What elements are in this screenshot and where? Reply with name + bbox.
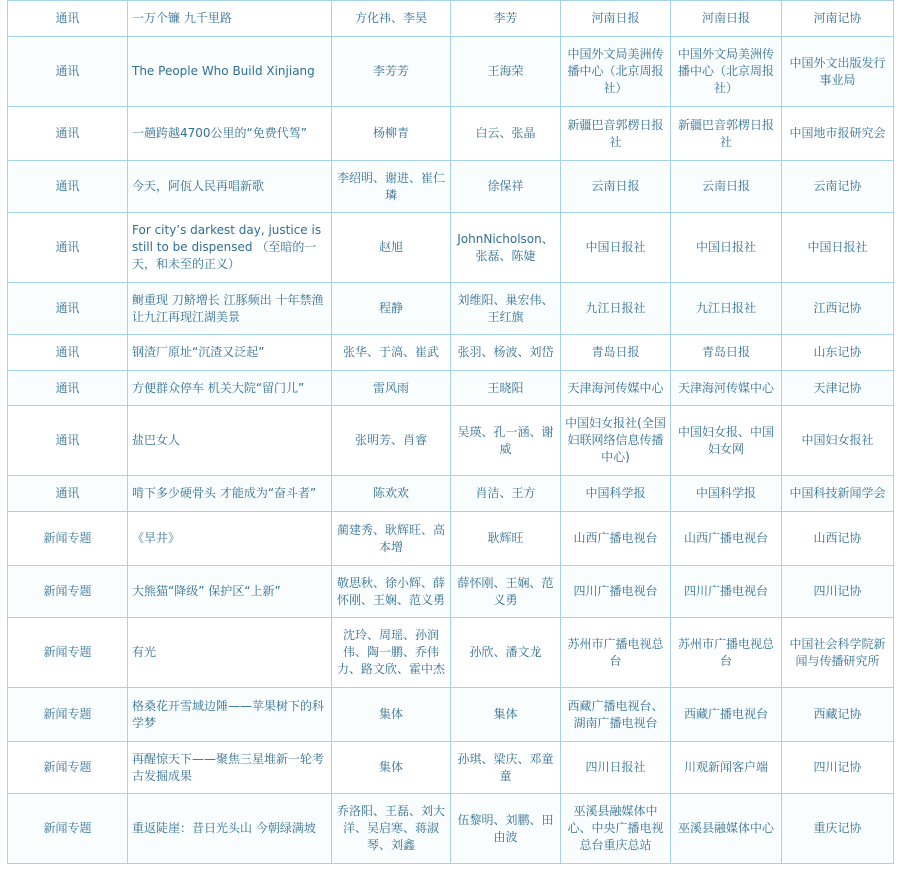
- recommender-cell: 重庆记协: [782, 794, 894, 864]
- editors-cell: 吴瑛、孔一涵、谢威: [451, 406, 561, 476]
- title-cell: 盐巴女人: [128, 406, 332, 476]
- publisher-cell: 苏州市广播电视总台: [561, 618, 671, 688]
- publisher-cell: 云南日报: [561, 161, 671, 213]
- editors-cell: 耿辉旺: [451, 512, 561, 566]
- publishing-unit-cell: 九江日报社: [671, 283, 782, 335]
- category-cell: 通讯: [8, 406, 128, 476]
- publisher-cell: 中国妇女报社(全国妇联网络信息传播中心): [561, 406, 671, 476]
- title-cell: 重返陡崖：昔日光头山 今朝绿满坡: [128, 794, 332, 864]
- table-row: [8, 283, 894, 335]
- publisher-cell: 天津海河传媒中心: [561, 371, 671, 406]
- editors-cell: 肖洁、王方: [451, 476, 561, 512]
- editors-cell: 集体: [451, 688, 561, 742]
- recommender-cell: 江西记协: [782, 283, 894, 335]
- authors-cell: 集体: [332, 742, 451, 794]
- authors-cell: 陈欢欢: [332, 476, 451, 512]
- table-row: [8, 476, 894, 512]
- title-cell: The People Who Build Xinjiang: [128, 37, 332, 107]
- recommender-cell: 四川记协: [782, 566, 894, 618]
- recommender-cell: 中国社会科学院新闻与传播研究所: [782, 618, 894, 688]
- category-cell: 新闻专题: [8, 512, 128, 566]
- publishing-unit-cell: 云南日报: [671, 161, 782, 213]
- recommender-cell: 中国科技新闻学会: [782, 476, 894, 512]
- recommender-cell: 中国日报社: [782, 213, 894, 283]
- awards-table-container: [7, 0, 894, 864]
- category-cell: 通讯: [8, 161, 128, 213]
- table-row: [8, 566, 894, 618]
- publisher-cell: 山西广播电视台: [561, 512, 671, 566]
- authors-cell: 张华、于滈、崔武: [332, 335, 451, 371]
- table-row: [8, 335, 894, 371]
- editors-cell: 徐保祥: [451, 161, 561, 213]
- authors-cell: 杨柳青: [332, 107, 451, 161]
- editors-cell: 王海荣: [451, 37, 561, 107]
- awards-table: [7, 0, 894, 864]
- editors-cell: 刘维阳、巢宏伟、王红旗: [451, 283, 561, 335]
- category-cell: 新闻专题: [8, 688, 128, 742]
- editors-cell: JohnNicholson、张磊、陈婕: [451, 213, 561, 283]
- publisher-cell: 四川日报社: [561, 742, 671, 794]
- title-cell: 有光: [128, 618, 332, 688]
- recommender-cell: 中国妇女报社: [782, 406, 894, 476]
- table-row: [8, 371, 894, 406]
- title-cell: 一万个镰 九千里路: [128, 1, 332, 37]
- category-cell: 新闻专题: [8, 618, 128, 688]
- category-cell: 通讯: [8, 107, 128, 161]
- category-cell: 通讯: [8, 37, 128, 107]
- editors-cell: 薛怀刚、王娴、范义勇: [451, 566, 561, 618]
- publisher-cell: 巫溪县融媒体中心、中央广播电视总台重庆总站: [561, 794, 671, 864]
- title-cell: 今天，阿佤人民再唱新歌: [128, 161, 332, 213]
- recommender-cell: 天津记协: [782, 371, 894, 406]
- publishing-unit-cell: 河南日报: [671, 1, 782, 37]
- editors-cell: 孙欣、潘文龙: [451, 618, 561, 688]
- publishing-unit-cell: 青岛日报: [671, 335, 782, 371]
- table-row: [8, 213, 894, 283]
- publisher-cell: 西藏广播电视台、湖南广播电视台: [561, 688, 671, 742]
- recommender-cell: 山东记协: [782, 335, 894, 371]
- category-cell: 通讯: [8, 371, 128, 406]
- category-cell: 通讯: [8, 476, 128, 512]
- recommender-cell: 中国外文出版发行事业局: [782, 37, 894, 107]
- title-cell: 《旱井》: [128, 512, 332, 566]
- table-row: [8, 742, 894, 794]
- editors-cell: 孙琪、梁庆、邓童童: [451, 742, 561, 794]
- publishing-unit-cell: 山西广播电视台: [671, 512, 782, 566]
- authors-cell: 集体: [332, 688, 451, 742]
- authors-cell: 张明芳、肖睿: [332, 406, 451, 476]
- authors-cell: 赵旭: [332, 213, 451, 283]
- category-cell: 通讯: [8, 1, 128, 37]
- authors-cell: 李绍明、谢进、崔仁璘: [332, 161, 451, 213]
- publishing-unit-cell: 中国日报社: [671, 213, 782, 283]
- authors-cell: 程静: [332, 283, 451, 335]
- table-row: [8, 794, 894, 864]
- table-row: [8, 37, 894, 107]
- recommender-cell: 西藏记协: [782, 688, 894, 742]
- table-row: [8, 1, 894, 37]
- authors-cell: 方化祎、李昊: [332, 1, 451, 37]
- title-cell: 方便群众停车 机关大院“留门儿”: [128, 371, 332, 406]
- title-cell: 格桑花开雪域边陲——苹果树下的科学梦: [128, 688, 332, 742]
- table-row: [8, 107, 894, 161]
- title-cell: 大熊猫“降级” 保护区“上新”: [128, 566, 332, 618]
- publishing-unit-cell: 新疆巴音郭楞日报社: [671, 107, 782, 161]
- authors-cell: 李芳芳: [332, 37, 451, 107]
- recommender-cell: 云南记协: [782, 161, 894, 213]
- title-cell: 鲥重现 刀鲚增长 江豚频出 十年禁渔让九江再现江湖美景: [128, 283, 332, 335]
- authors-cell: 蔺建秀、耿辉旺、高本增: [332, 512, 451, 566]
- editors-cell: 王晓阳: [451, 371, 561, 406]
- title-cell: 啃下多少硬骨头 才能成为“奋斗者”: [128, 476, 332, 512]
- publisher-cell: 九江日报社: [561, 283, 671, 335]
- title-cell: 钢渣厂原址“沉渣又泛起”: [128, 335, 332, 371]
- editors-cell: 白云、张晶: [451, 107, 561, 161]
- publishing-unit-cell: 四川广播电视台: [671, 566, 782, 618]
- table-row: [8, 618, 894, 688]
- authors-cell: 雷风雨: [332, 371, 451, 406]
- recommender-cell: 四川记协: [782, 742, 894, 794]
- publisher-cell: 新疆巴音郭楞日报社: [561, 107, 671, 161]
- table-row: [8, 161, 894, 213]
- publisher-cell: 河南日报: [561, 1, 671, 37]
- publishing-unit-cell: 川观新闻客户端: [671, 742, 782, 794]
- recommender-cell: 河南记协: [782, 1, 894, 37]
- publishing-unit-cell: 西藏广播电视台: [671, 688, 782, 742]
- publishing-unit-cell: 中国科学报: [671, 476, 782, 512]
- publishing-unit-cell: 天津海河传媒中心: [671, 371, 782, 406]
- category-cell: 通讯: [8, 213, 128, 283]
- editors-cell: 李芳: [451, 1, 561, 37]
- awards-table-body: [8, 1, 894, 864]
- publishing-unit-cell: 巫溪县融媒体中心: [671, 794, 782, 864]
- recommender-cell: 山西记协: [782, 512, 894, 566]
- category-cell: 新闻专题: [8, 794, 128, 864]
- editors-cell: 伍黎明、刘鹏、田由波: [451, 794, 561, 864]
- recommender-cell: 中国地市报研究会: [782, 107, 894, 161]
- publisher-cell: 中国外文局美洲传播中心（北京周报社）: [561, 37, 671, 107]
- table-row: [8, 512, 894, 566]
- title-cell: 再醒惊天下——聚焦三星堆新一轮考古发掘成果: [128, 742, 332, 794]
- publisher-cell: 中国科学报: [561, 476, 671, 512]
- authors-cell: 乔洛阳、王磊、刘大洋、吴启寒、蒋淑琴、刘鑫: [332, 794, 451, 864]
- publishing-unit-cell: 苏州市广播电视总台: [671, 618, 782, 688]
- publisher-cell: 四川广播电视台: [561, 566, 671, 618]
- authors-cell: 敬思秋、徐小辉、薛怀刚、王娴、范义勇: [332, 566, 451, 618]
- category-cell: 新闻专题: [8, 742, 128, 794]
- publishing-unit-cell: 中国外文局美洲传播中心（北京周报社）: [671, 37, 782, 107]
- category-cell: 新闻专题: [8, 566, 128, 618]
- publisher-cell: 中国日报社: [561, 213, 671, 283]
- table-row: [8, 406, 894, 476]
- publishing-unit-cell: 中国妇女报、中国妇女网: [671, 406, 782, 476]
- table-row: [8, 688, 894, 742]
- publisher-cell: 青岛日报: [561, 335, 671, 371]
- title-cell: 一趟跨越4700公里的“免费代驾”: [128, 107, 332, 161]
- title-cell: For city’s darkest day, justice is still to be dispensed （至暗的一天，和未至的正义）: [128, 213, 332, 283]
- category-cell: 通讯: [8, 335, 128, 371]
- authors-cell: 沈玲、周瑶、孙润伟、陶一鹏、乔伟力、路文欣、霍中杰: [332, 618, 451, 688]
- category-cell: 通讯: [8, 283, 128, 335]
- editors-cell: 张羽、杨波、刘岱: [451, 335, 561, 371]
